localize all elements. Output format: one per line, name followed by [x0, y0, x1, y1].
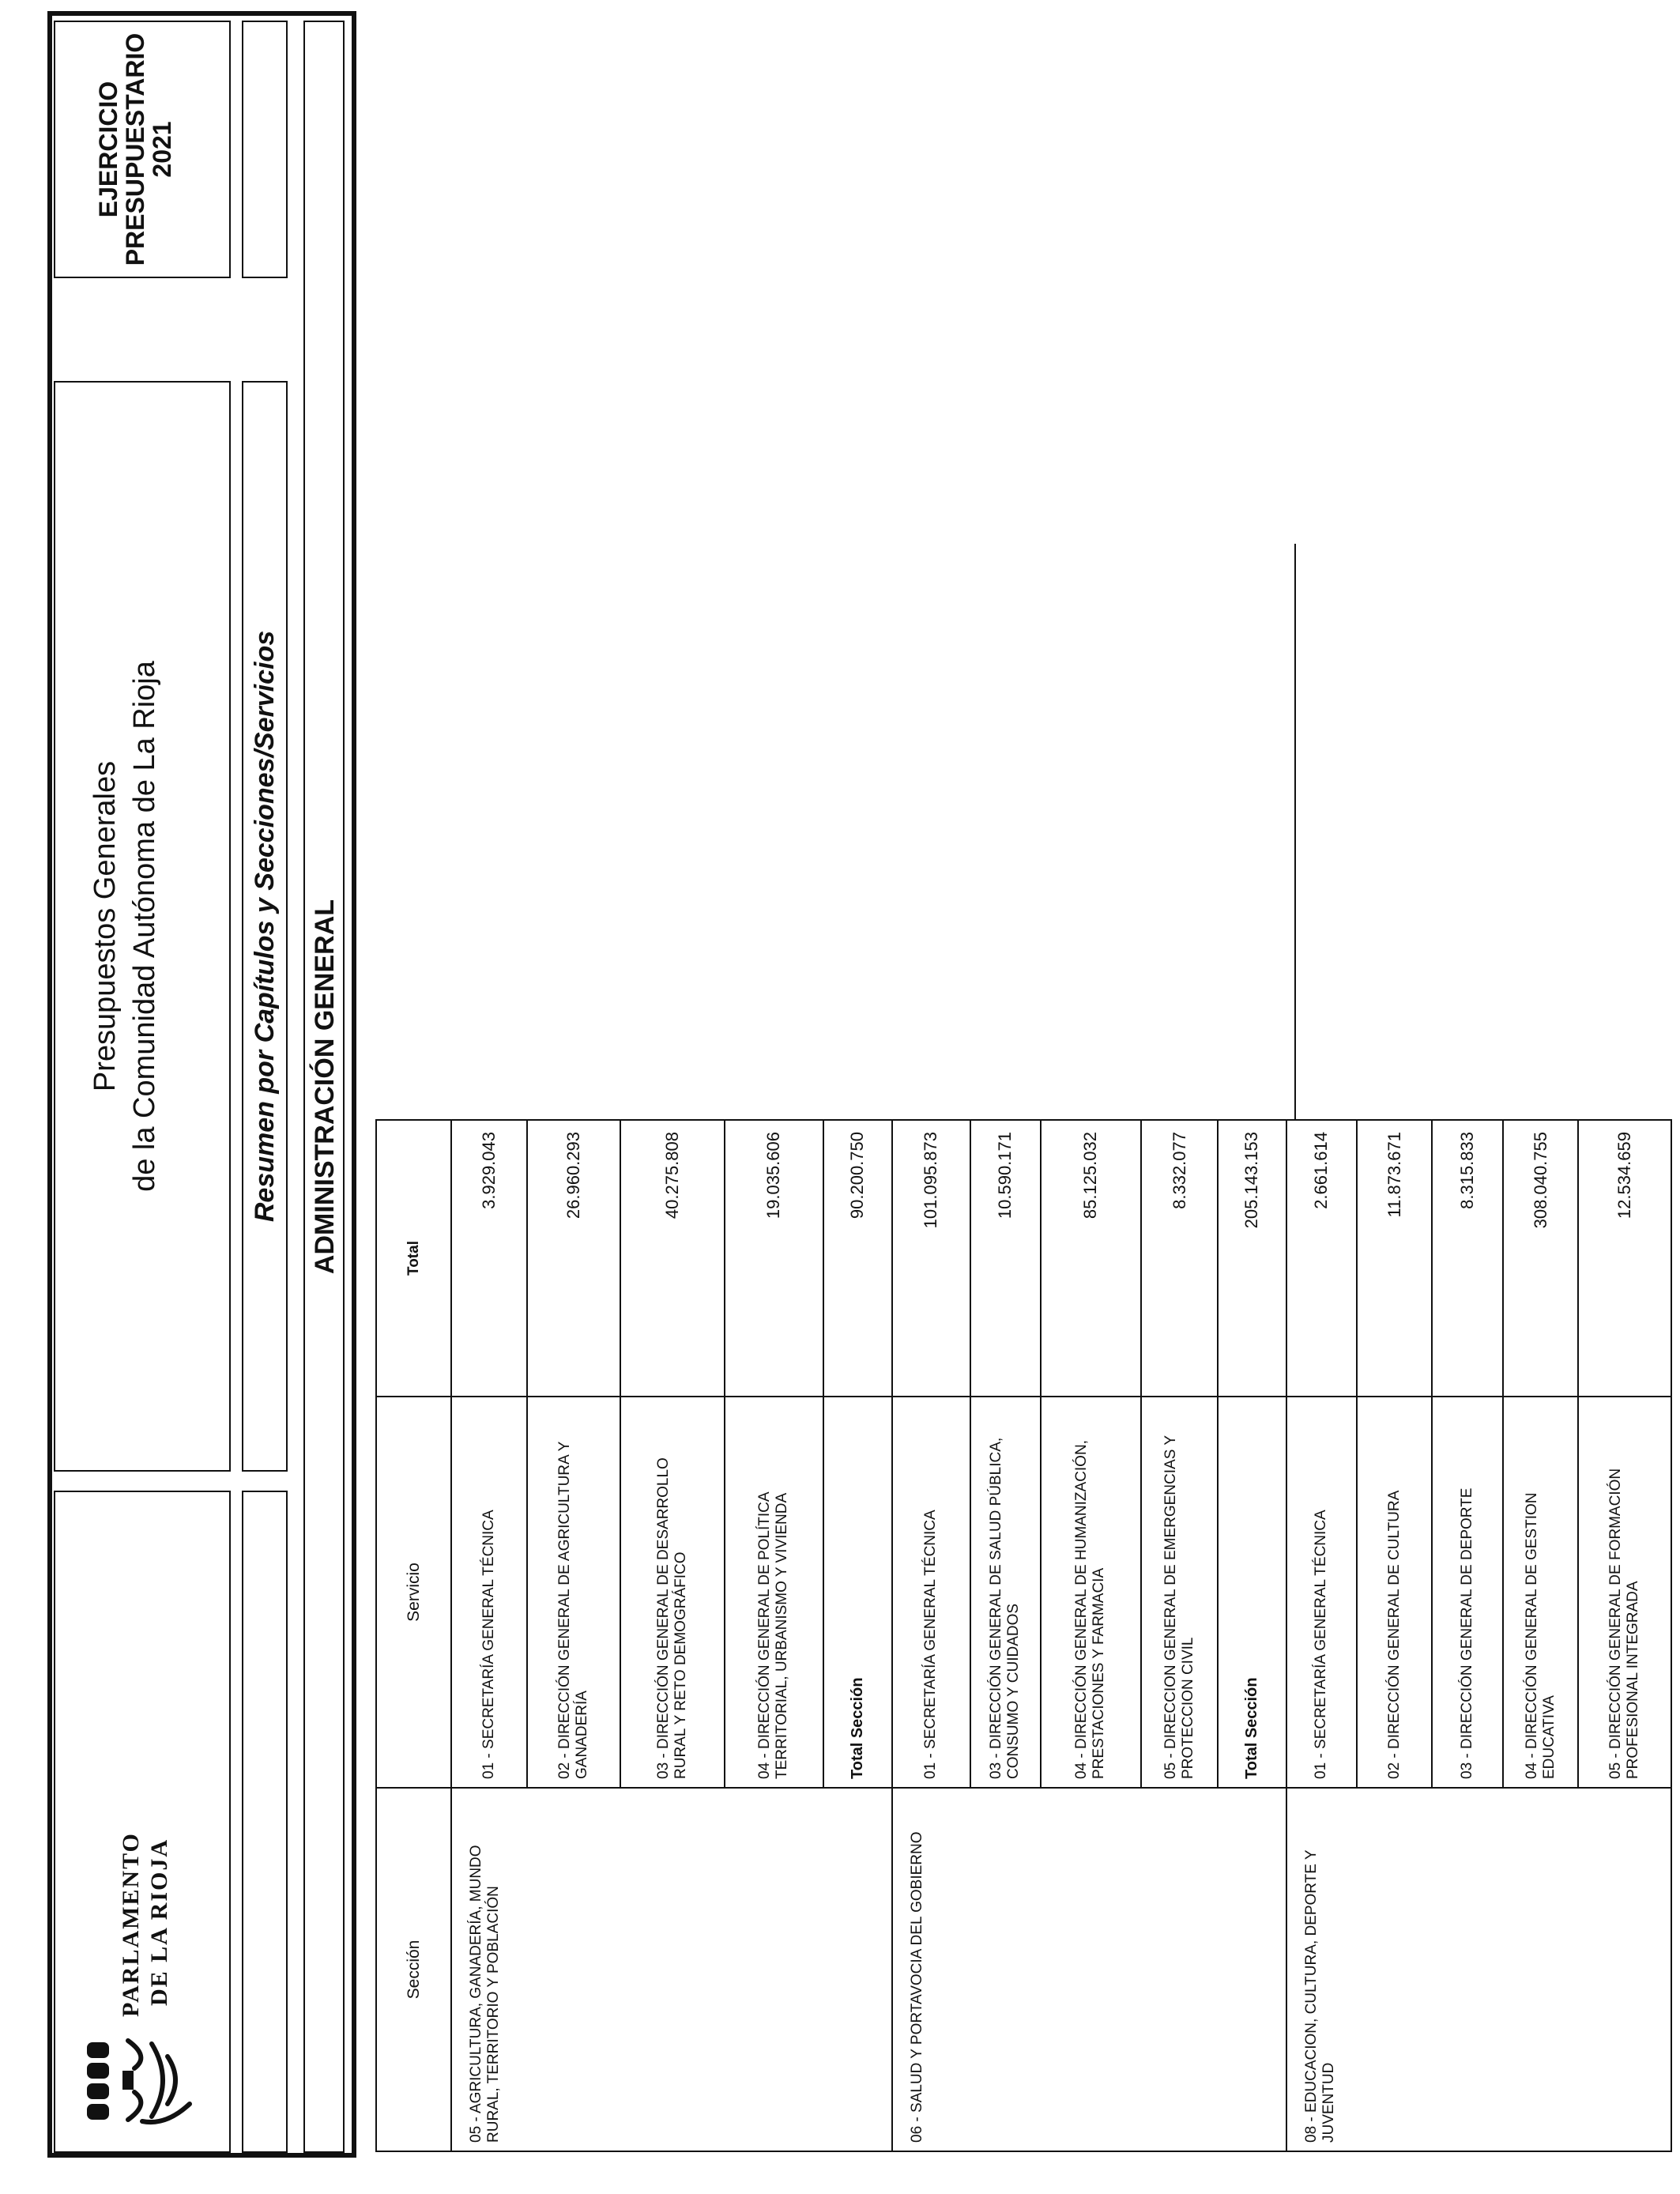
section-name: 05 - AGRICULTURA, GANADERÍA, MUNDO RURAL, TERRITORIO Y POBLACIÓN	[451, 1788, 892, 2151]
servicio-cell: 05 - DIRECCION GENERAL DE EMERGENCIAS Y PROTECCION CIVIL	[1141, 1397, 1218, 1788]
table-top-rule	[1294, 544, 1296, 1121]
table-row	[451, 1120, 527, 2151]
parliament-emblem-icon	[79, 2033, 198, 2128]
admin-bar	[303, 21, 345, 2153]
subtitle-left-box	[242, 1491, 288, 2153]
total-cell: 85.125.032	[1041, 1120, 1141, 1397]
section-name: 06 - SALUD Y PORTAVOCIA DEL GOBIERNO	[892, 1788, 1286, 2151]
servicio-cell: 02 - DIRECCIÓN GENERAL DE AGRICULTURA Y GANADERÍA	[527, 1397, 620, 1788]
servicio-cell: 01 - SECRETARÍA GENERAL TÉCNICA	[892, 1397, 970, 1788]
servicio-cell: 01 - SECRETARÍA GENERAL TÉCNICA	[1286, 1397, 1358, 1788]
ejercicio-line-2: PRESUPUESTARIO	[121, 32, 149, 266]
page-header	[47, 11, 356, 2158]
logo-line-2: DE LA RIOJA	[146, 1838, 172, 2006]
total-cell: 10.590.171	[970, 1120, 1042, 1397]
table-edge-rule	[375, 1119, 1294, 1121]
total-cell: 40.275.808	[620, 1120, 725, 1397]
section-total-label: Total Sección	[823, 1397, 892, 1788]
servicio-cell: 02 - DIRECCIÓN GENERAL DE CULTURA	[1357, 1397, 1432, 1788]
servicio-cell: 04 - DIRECCIÓN GENERAL DE HUMANIZACIÓN, PRESTACIONES Y FARMACIA	[1041, 1397, 1141, 1788]
servicio-cell: 05 - DIRECCIÓN GENERAL DE FORMACIÓN PROFESIONAL INTEGRADA	[1578, 1397, 1671, 1788]
table-row	[892, 1120, 970, 2151]
servicio-cell: 03 - DIRECCIÓN GENERAL DE DESARROLLO RURAL Y RETO DEMOGRÁFICO	[620, 1397, 725, 1788]
servicio-cell: 04 - DIRECCIÓN GENERAL DE POLÍTICA TERRITORIAL, URBANISMO Y VIVIENDA	[725, 1397, 823, 1788]
servicio-cell: 03 - DIRECCIÓN GENERAL DE SALUD PÚBLICA, CONSUMO Y CUIDADOS	[970, 1397, 1042, 1788]
servicio-cell: 04 - DIRECCIÓN GENERAL DE GESTION EDUCATIVA	[1503, 1397, 1578, 1788]
total-cell: 308.040.755	[1503, 1120, 1578, 1397]
total-cell: 8.332.077	[1141, 1120, 1218, 1397]
budget-table	[375, 1119, 1672, 2152]
column-header-total: Total	[376, 1120, 451, 1397]
title-box	[54, 381, 231, 1472]
total-cell: 8.315.833	[1432, 1120, 1503, 1397]
column-header-servicio: Servicio	[376, 1397, 451, 1788]
section-total-value: 90.200.750	[823, 1120, 892, 1397]
total-cell: 2.661.614	[1286, 1120, 1358, 1397]
admin-title: ADMINISTRACIÓN GENERAL	[310, 899, 340, 1275]
ejercicio-line-1: EJERCICIO	[94, 81, 122, 218]
subtitle-row	[242, 21, 288, 2153]
total-cell: 12.534.659	[1578, 1120, 1671, 1397]
ejercicio-box	[54, 21, 231, 278]
total-cell: 19.035.606	[725, 1120, 823, 1397]
column-header-seccion: Sección	[376, 1788, 451, 2151]
title-line-1: Presupuestos Generales	[89, 760, 122, 1092]
ejercicio-year: 2021	[148, 121, 176, 178]
title-line-2: de la Comunidad Autónoma de La Rioja	[128, 661, 161, 1192]
table-row	[1286, 1120, 1358, 2151]
table-header-row	[376, 1120, 451, 2151]
total-cell: 11.873.671	[1357, 1120, 1432, 1397]
logo-box	[54, 1491, 231, 2153]
servicio-cell: 01 - SECRETARÍA GENERAL TÉCNICA	[451, 1397, 527, 1788]
section-name: 08 - EDUCACION, CULTURA, DEPORTE Y JUVENTUD	[1286, 1788, 1671, 2151]
logo-line-1: PARLAMENTO	[118, 1832, 144, 2017]
page-subtitle: Resumen por Capítulos y Secciones/Servicios	[250, 630, 280, 1223]
subtitle-right-box	[242, 21, 288, 278]
total-cell: 3.929.043	[451, 1120, 527, 1397]
section-total-label: Total Sección	[1218, 1397, 1286, 1788]
total-cell: 26.960.293	[527, 1120, 620, 1397]
total-cell: 101.095.873	[892, 1120, 970, 1397]
servicio-cell: 03 - DIRECCIÓN GENERAL DE DEPORTE	[1432, 1397, 1503, 1788]
section-total-value: 205.143.153	[1218, 1120, 1286, 1397]
